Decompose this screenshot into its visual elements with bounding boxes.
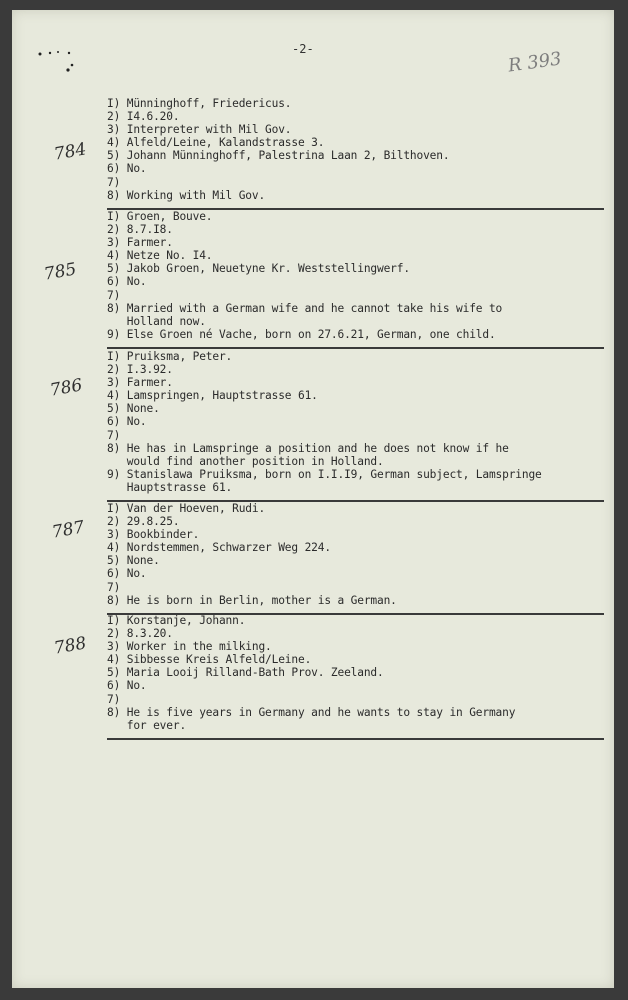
entry-line: 9) Else Groen né Vache, born on 27.6.21, German, one child. <box>107 327 496 341</box>
entry-line: 4) Netze No. I4. <box>107 249 213 263</box>
entry <box>107 614 604 740</box>
entry-number: 788 <box>52 633 88 659</box>
entry-line: 5) None. <box>107 402 160 416</box>
entry-line: 2) I4.6.20. <box>107 110 180 124</box>
entry-line: 5) Jakob Groen, Neuetyne Kr. Weststellingwerf. <box>107 262 410 276</box>
entry-line: 6) No. <box>107 415 147 429</box>
entry-line: I) Pruiksma, Peter. <box>107 350 233 363</box>
entry-number: 787 <box>50 517 86 543</box>
entry-line: would find another position in Holland. <box>107 454 384 468</box>
entry-line: 6) No. <box>107 275 147 289</box>
entry-line: 4) Lamspringen, Hauptstrasse 61. <box>107 389 318 403</box>
entry-line: 2) 29.8.25. <box>107 515 180 529</box>
entry-line: 7) <box>107 428 121 442</box>
entry-line: 8) Working with Mil Gov. <box>107 188 266 202</box>
entry-line: 8) He has in Lamspringe a position and he does not know if he <box>107 441 509 455</box>
entry-line: I) Münninghoff, Friedericus. <box>107 97 292 110</box>
entry-line: 6) No. <box>107 679 147 693</box>
entry-line: 6) No. <box>107 567 147 581</box>
entry-line: 5) Johann Münninghoff, Palestrina Laan 2, Bilthoven. <box>107 149 450 163</box>
entry-line: 3) Farmer. <box>107 236 173 250</box>
entry-line: 2) 8.7.I8. <box>107 223 173 237</box>
entry-line: 5) Maria Looij Rilland-Bath Prov. Zeeland. <box>107 666 384 680</box>
entry <box>107 502 604 615</box>
entry-line: 2) I.3.92. <box>107 363 173 377</box>
entry-line: I) Van der Hoeven, Rudi. <box>107 502 266 515</box>
punch-marks <box>36 48 96 78</box>
entry-line: 4) Nordstemmen, Schwarzer Weg 224. <box>107 541 331 555</box>
reference-mark: R 393 <box>506 48 563 77</box>
entry <box>107 350 604 502</box>
divider-rule <box>107 738 604 740</box>
entry-line: 7) <box>107 288 121 302</box>
entry-line: for ever. <box>107 718 187 732</box>
entry-line: 3) Farmer. <box>107 376 173 390</box>
entry-line: 3) Worker in the milking. <box>107 640 272 654</box>
entry-line: 4) Alfeld/Leine, Kalandstrasse 3. <box>107 136 325 150</box>
entry-line: 8) He is five years in Germany and he wants to stay in Germany <box>107 705 516 719</box>
entry-number: 785 <box>42 259 78 285</box>
entry <box>107 210 604 349</box>
entry <box>107 97 604 210</box>
entry-line: Hauptstrasse 61. <box>107 480 233 494</box>
entry-line: 6) No. <box>107 162 147 176</box>
entry-line: 8) He is born in Berlin, mother is a German. <box>107 593 397 607</box>
entry-line: 2) 8.3.20. <box>107 627 173 641</box>
divider-rule <box>107 347 604 349</box>
entry-line: 5) None. <box>107 554 160 568</box>
entry-line: 8) Married with a German wife and he cannot take his wife to <box>107 301 503 315</box>
entry-number: 784 <box>52 139 88 165</box>
entry-line: Holland now. <box>107 314 206 328</box>
entry-line: 7) <box>107 175 121 189</box>
entry-line: I) Groen, Bouve. <box>107 210 213 223</box>
entry-line: 3) Interpreter with Mil Gov. <box>107 123 292 137</box>
entry-line: 4) Sibbesse Kreis Alfeld/Leine. <box>107 653 312 667</box>
entry-line: 7) <box>107 692 121 706</box>
entry-line: 9) Stanislawa Pruiksma, born on I.I.I9, German subject, Lamspringe <box>107 467 542 481</box>
page-number: -2- <box>292 42 314 56</box>
entry-line: 3) Bookbinder. <box>107 528 200 542</box>
entry-number: 786 <box>48 375 84 401</box>
entry-line: 7) <box>107 580 121 594</box>
entry-line: I) Korstanje, Johann. <box>107 614 246 627</box>
